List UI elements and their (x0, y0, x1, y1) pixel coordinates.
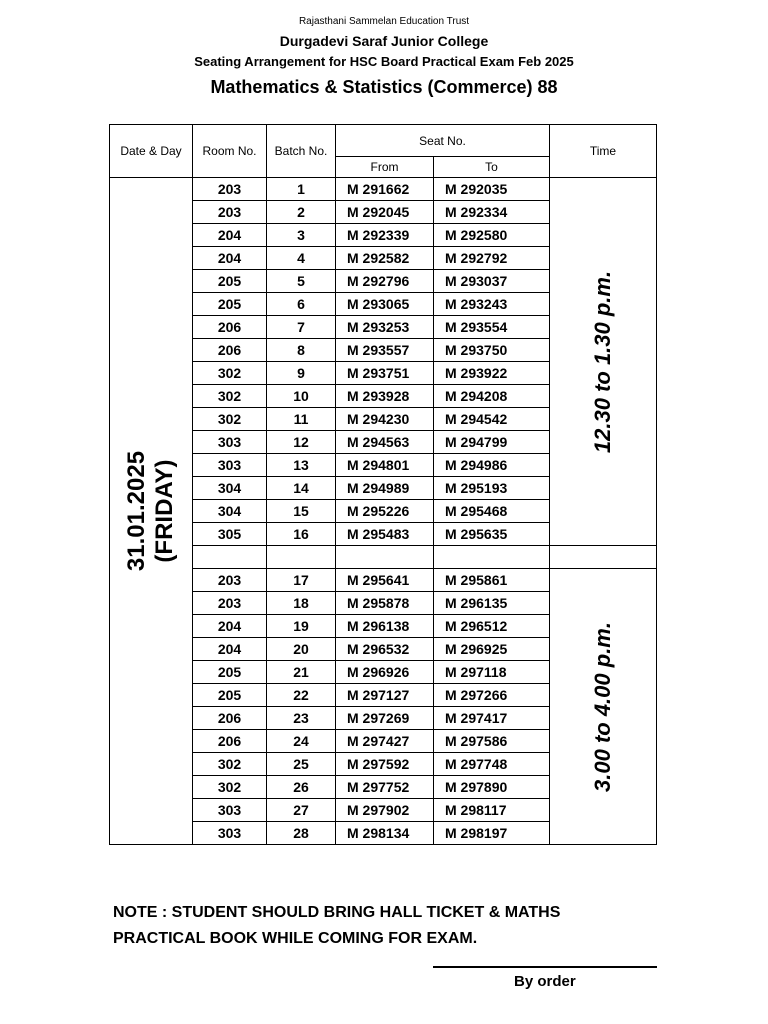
seat-from-cell: M 295641 (336, 569, 434, 592)
seat-from-cell: M 297127 (336, 684, 434, 707)
seat-to-cell: M 293037 (434, 270, 550, 293)
seat-from-cell: M 292045 (336, 201, 434, 224)
empty-cell (550, 546, 657, 569)
batch-no-cell: 6 (267, 293, 336, 316)
batch-no-cell: 24 (267, 730, 336, 753)
batch-no-cell: 21 (267, 661, 336, 684)
seat-to-cell: M 297890 (434, 776, 550, 799)
seat-from-cell: M 297752 (336, 776, 434, 799)
room-no-cell: 303 (193, 454, 267, 477)
batch-no-cell: 10 (267, 385, 336, 408)
batch-no-cell: 15 (267, 500, 336, 523)
seat-to-cell: M 293922 (434, 362, 550, 385)
room-no-cell: 304 (193, 477, 267, 500)
batch-no-cell: 12 (267, 431, 336, 454)
seat-from-cell: M 294989 (336, 477, 434, 500)
date-text: 31.01.2025 (123, 450, 150, 572)
signature-line (433, 966, 657, 968)
note-line-1: NOTE : STUDENT SHOULD BRING HALL TICKET & MATHS (113, 904, 561, 921)
header-seat-no: Seat No. (336, 125, 550, 157)
seat-to-cell: M 298117 (434, 799, 550, 822)
seat-from-cell: M 294230 (336, 408, 434, 431)
batch-no-cell: 13 (267, 454, 336, 477)
batch-no-cell: 7 (267, 316, 336, 339)
room-no-cell: 302 (193, 362, 267, 385)
room-no-cell: 205 (193, 270, 267, 293)
batch-no-cell: 16 (267, 523, 336, 546)
seat-from-cell: M 293928 (336, 385, 434, 408)
seat-from-cell: M 293065 (336, 293, 434, 316)
room-no-cell: 204 (193, 615, 267, 638)
seat-from-cell: M 297427 (336, 730, 434, 753)
note-text (113, 900, 560, 952)
batch-no-cell: 11 (267, 408, 336, 431)
room-no-cell: 303 (193, 822, 267, 845)
seat-to-cell: M 295635 (434, 523, 550, 546)
empty-cell (434, 546, 550, 569)
seat-from-cell: M 296532 (336, 638, 434, 661)
time-cell (550, 569, 657, 845)
seat-to-cell: M 293554 (434, 316, 550, 339)
seat-from-cell: M 292582 (336, 247, 434, 270)
seat-from-cell: M 292339 (336, 224, 434, 247)
batch-no-cell: 9 (267, 362, 336, 385)
seat-from-cell: M 297902 (336, 799, 434, 822)
room-no-cell: 304 (193, 500, 267, 523)
seat-to-cell: M 297748 (434, 753, 550, 776)
empty-cell (336, 546, 434, 569)
room-no-cell: 302 (193, 385, 267, 408)
room-no-cell: 206 (193, 339, 267, 362)
seating-table (109, 124, 657, 845)
batch-no-cell: 8 (267, 339, 336, 362)
empty-cell (193, 546, 267, 569)
batch-no-cell: 18 (267, 592, 336, 615)
seat-from-cell: M 293557 (336, 339, 434, 362)
seat-from-cell: M 293253 (336, 316, 434, 339)
batch-no-cell: 1 (267, 178, 336, 201)
by-order-label: By order (514, 973, 576, 990)
time-cell (550, 178, 657, 546)
batch-no-cell: 22 (267, 684, 336, 707)
header-batch-no: Batch No. (267, 125, 336, 178)
batch-no-cell: 20 (267, 638, 336, 661)
seat-to-cell: M 297417 (434, 707, 550, 730)
seat-from-cell: M 294801 (336, 454, 434, 477)
seat-from-cell: M 296138 (336, 615, 434, 638)
batch-no-cell: 27 (267, 799, 336, 822)
batch-no-cell: 3 (267, 224, 336, 247)
room-no-cell: 305 (193, 523, 267, 546)
seat-to-cell: M 297118 (434, 661, 550, 684)
seat-to-cell: M 298197 (434, 822, 550, 845)
seat-to-cell: M 294542 (434, 408, 550, 431)
room-no-cell: 204 (193, 224, 267, 247)
college-name: Durgadevi Saraf Junior College (279, 33, 489, 49)
seat-to-cell: M 297586 (434, 730, 550, 753)
room-no-cell: 203 (193, 592, 267, 615)
header-to: To (434, 157, 550, 178)
seat-from-cell: M 292796 (336, 270, 434, 293)
room-no-cell: 206 (193, 707, 267, 730)
room-no-cell: 205 (193, 684, 267, 707)
room-no-cell: 204 (193, 247, 267, 270)
seat-to-cell: M 296512 (434, 615, 550, 638)
room-no-cell: 303 (193, 431, 267, 454)
room-no-cell: 206 (193, 316, 267, 339)
header-from: From (336, 157, 434, 178)
batch-no-cell: 26 (267, 776, 336, 799)
batch-no-cell: 14 (267, 477, 336, 500)
header-time: Time (550, 125, 657, 178)
room-no-cell: 205 (193, 661, 267, 684)
document-title: Seating Arrangement for HSC Board Practical Exam Feb 2025 (194, 54, 574, 69)
seat-to-cell: M 295861 (434, 569, 550, 592)
room-no-cell: 302 (193, 753, 267, 776)
seat-to-cell: M 293750 (434, 339, 550, 362)
seat-from-cell: M 297269 (336, 707, 434, 730)
room-no-cell: 302 (193, 776, 267, 799)
date-day-cell (110, 178, 193, 845)
seat-to-cell: M 295193 (434, 477, 550, 500)
seat-to-cell: M 292035 (434, 178, 550, 201)
batch-no-cell: 19 (267, 615, 336, 638)
seat-from-cell: M 295878 (336, 592, 434, 615)
table-row (110, 178, 657, 201)
room-no-cell: 203 (193, 201, 267, 224)
batch-no-cell: 25 (267, 753, 336, 776)
note-line-2: PRACTICAL BOOK WHILE COMING FOR EXAM. (113, 930, 478, 947)
seat-to-cell: M 296135 (434, 592, 550, 615)
batch-no-cell: 2 (267, 201, 336, 224)
session-time-text: 12.30 to 1.30 p.m. (590, 270, 615, 453)
room-no-cell: 206 (193, 730, 267, 753)
subject-title: Mathematics & Statistics (Commerce) 88 (210, 77, 558, 97)
batch-no-cell: 5 (267, 270, 336, 293)
seat-to-cell: M 293243 (434, 293, 550, 316)
seat-to-cell: M 296925 (434, 638, 550, 661)
room-no-cell: 205 (193, 293, 267, 316)
trust-name: Rajasthani Sammelan Education Trust (298, 16, 470, 27)
seat-from-cell: M 296926 (336, 661, 434, 684)
batch-no-cell: 17 (267, 569, 336, 592)
batch-no-cell: 4 (267, 247, 336, 270)
seat-to-cell: M 294986 (434, 454, 550, 477)
seat-from-cell: M 293751 (336, 362, 434, 385)
room-no-cell: 203 (193, 178, 267, 201)
seat-from-cell: M 298134 (336, 822, 434, 845)
seat-to-cell: M 295468 (434, 500, 550, 523)
room-no-cell: 204 (193, 638, 267, 661)
empty-cell (267, 546, 336, 569)
batch-no-cell: 28 (267, 822, 336, 845)
seat-from-cell: M 291662 (336, 178, 434, 201)
seat-to-cell: M 297266 (434, 684, 550, 707)
seat-to-cell: M 292792 (434, 247, 550, 270)
day-text: (FRIDAY) (151, 459, 178, 563)
seat-to-cell: M 294208 (434, 385, 550, 408)
seat-to-cell: M 292334 (434, 201, 550, 224)
room-no-cell: 303 (193, 799, 267, 822)
seat-to-cell: M 294799 (434, 431, 550, 454)
header-date-day: Date & Day (110, 125, 193, 178)
seat-from-cell: M 294563 (336, 431, 434, 454)
session-time-text: 3.00 to 4.00 p.m. (590, 621, 615, 792)
header-room-no: Room No. (193, 125, 267, 178)
room-no-cell: 203 (193, 569, 267, 592)
room-no-cell: 302 (193, 408, 267, 431)
seat-from-cell: M 295226 (336, 500, 434, 523)
seat-to-cell: M 292580 (434, 224, 550, 247)
seat-from-cell: M 295483 (336, 523, 434, 546)
batch-no-cell: 23 (267, 707, 336, 730)
seat-from-cell: M 297592 (336, 753, 434, 776)
